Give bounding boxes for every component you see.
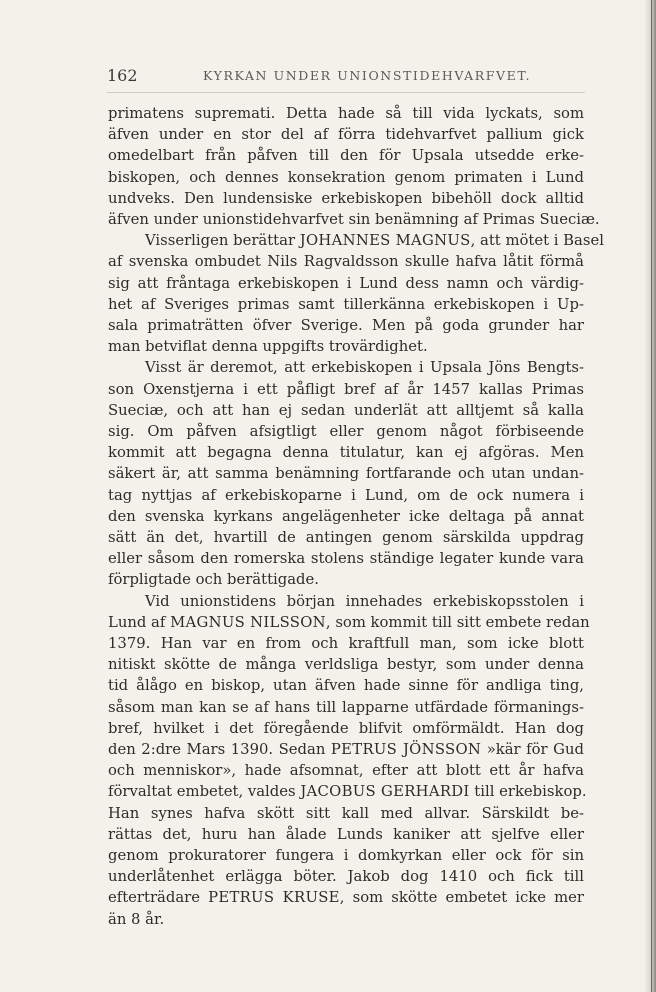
text-segment: sätt än det, hvartill de antingen genom särskilda uppdrag	[108, 529, 584, 546]
text-line	[108, 507, 584, 527]
text-segment: sala primaträtten öfver Sverige. Men på goda grunder har	[108, 317, 584, 334]
text-segment: genom prokuratorer fungera i domkyrkan eller ock för sin	[108, 847, 584, 864]
text-segment: , som kommit till sitt embete redan	[325, 613, 590, 631]
text-line	[108, 464, 584, 484]
text-line	[108, 252, 584, 272]
text-line	[108, 740, 584, 760]
text-line	[108, 613, 590, 633]
text-line	[108, 888, 584, 908]
text-segment: Vid unionstidens början innehades erkebiskopsstolen i	[145, 592, 584, 610]
personal-name: MAGNUS NILSSON	[170, 613, 326, 631]
text-line	[108, 634, 584, 654]
personal-name: JACOBUS GERHARDI	[300, 783, 470, 801]
text-line	[108, 825, 584, 845]
personal-name: PETRUS JÖNSSON	[330, 741, 482, 758]
text-segment: tid ålågo en biskop, utan äfven hade sinne för andliga ting,	[108, 677, 584, 695]
text-line	[108, 146, 584, 166]
text-line	[108, 274, 584, 294]
text-segment: Sueciæ, och att han ej sedan underlät att alltjemt så kalla	[108, 401, 584, 419]
text-line	[108, 910, 584, 930]
text-segment: Han synes hafva skött sitt kall med allvar. Särskildt be-	[108, 804, 584, 822]
text-line	[145, 358, 584, 378]
text-line	[108, 761, 584, 781]
header-rule	[107, 92, 585, 93]
page-number: 162	[107, 66, 138, 85]
text-segment: sig. Om påfven afsigtligt eller genom något förbiseende	[108, 423, 584, 440]
text-line	[108, 549, 584, 569]
text-line	[108, 676, 584, 696]
text-segment: nitiskt skötte de många verldsliga bestyr, som under denna	[108, 656, 584, 674]
text-segment: Lund af	[108, 613, 171, 631]
text-line	[108, 295, 584, 315]
text-line	[108, 698, 584, 718]
text-segment: sig att fråntaga erkebiskopen i Lund dess namn och värdig-	[108, 274, 584, 292]
personal-name: JOHANNES MAGNUS	[299, 232, 471, 250]
running-head: KYRKAN UNDER UNIONSTIDEHVARFVET.	[203, 68, 532, 83]
text-line	[108, 401, 584, 421]
text-line	[108, 655, 584, 675]
text-segment: säkert är, att samma benämning fortfarande och utan undan-	[108, 465, 584, 483]
personal-name: PETRUS KRUSE	[208, 889, 340, 907]
text-line	[145, 231, 604, 251]
text-segment: »kär för Gud	[481, 741, 584, 758]
text-segment: primatens suprematі. Detta hade så till vida lyckats, som	[108, 105, 584, 122]
text-line	[108, 867, 584, 887]
text-segment: såsom man kan se af hans till lapparne utfärdade förmanings-	[108, 698, 584, 716]
text-segment: underlåtenhet erlägga böter. Jakob dog 1410 och fick till	[108, 868, 584, 886]
text-line	[108, 380, 584, 400]
text-segment: kommit att begagna denna titulatur, kan ej afgöras. Men	[108, 444, 584, 462]
text-segment: rättas det, huru han ålade Lunds kaniker att sjelfve eller	[108, 825, 584, 843]
text-segment: efterträdare	[108, 889, 209, 907]
text-segment: äfven under unionstidehvarfvet sin benämning af Primas Sueciæ.	[108, 211, 600, 228]
text-line	[108, 804, 584, 824]
text-segment: bref, hvilket i det föregående blifvit omförmäldt. Han dog	[108, 719, 584, 737]
text-line	[108, 168, 584, 188]
text-line	[108, 846, 584, 866]
text-segment: den 2:dre Mars 1390. Sedan	[108, 741, 331, 758]
text-line	[108, 570, 584, 590]
text-line	[108, 782, 587, 802]
text-line	[108, 125, 584, 145]
text-line	[145, 592, 584, 612]
text-line	[108, 337, 584, 357]
text-segment: , att mötet i Basel	[470, 232, 604, 250]
text-line	[108, 528, 584, 548]
text-segment: omedelbart från påfven till den för Upsala utsedde erke-	[108, 147, 584, 165]
text-line	[108, 316, 584, 336]
text-segment: biskopen, och dennes konsekration genom primaten i Lund	[108, 168, 584, 186]
text-segment: man betviflat denna uppgifts trovärdighet.	[108, 338, 428, 356]
page-header	[107, 66, 587, 88]
text-line	[108, 104, 584, 124]
text-line	[108, 210, 600, 230]
text-segment: son Oxenstjerna i ett påfligt bref af år 1457 kallas Primas	[108, 380, 584, 398]
page-edge	[644, 0, 656, 992]
text-line	[108, 189, 584, 209]
text-segment: undveks. Den lundensiske erkebiskopen bibehöll dock alltid	[108, 189, 584, 207]
text-segment: förpligtade och berättigade.	[108, 571, 319, 589]
text-segment: het af Sveriges primas samt tillerkänna erkebiskopen i Up-	[108, 295, 584, 313]
text-segment: äfven under en stor del af förra tidehvarfvet pallium gick	[108, 126, 584, 144]
text-line	[108, 422, 584, 442]
text-segment: den svenska kyrkans angelägenheter icke deltaga på annat	[108, 507, 584, 525]
text-segment: 1379. Han var en from och kraftfull man, som icke blott	[108, 635, 584, 652]
text-segment: af svenska ombudet Nils Ragvaldsson skulle hafva låtit förmå	[108, 253, 584, 271]
text-segment: , som skötte embetet icke mer	[339, 889, 584, 907]
text-segment: tag nyttjas af erkebiskoparne i Lund, om de ock numera i	[108, 486, 584, 504]
text-segment: eller såsom den romerska stolens ständige legater kunde vara	[108, 550, 584, 568]
text-segment: till erkebiskop.	[469, 783, 587, 801]
text-segment: än 8 år.	[108, 910, 165, 928]
text-line	[108, 486, 584, 506]
text-line	[108, 443, 584, 463]
text-segment: Visst är deremot, att erkebiskopen i Upsala Jöns Bengts-	[145, 359, 584, 377]
text-line	[108, 719, 584, 739]
text-segment: Visserligen berättar	[145, 232, 300, 250]
text-segment: förvaltat embetet, valdes	[108, 783, 301, 801]
text-segment: och menniskor», hade afsomnat, efter att blott ett år hafva	[108, 762, 584, 780]
